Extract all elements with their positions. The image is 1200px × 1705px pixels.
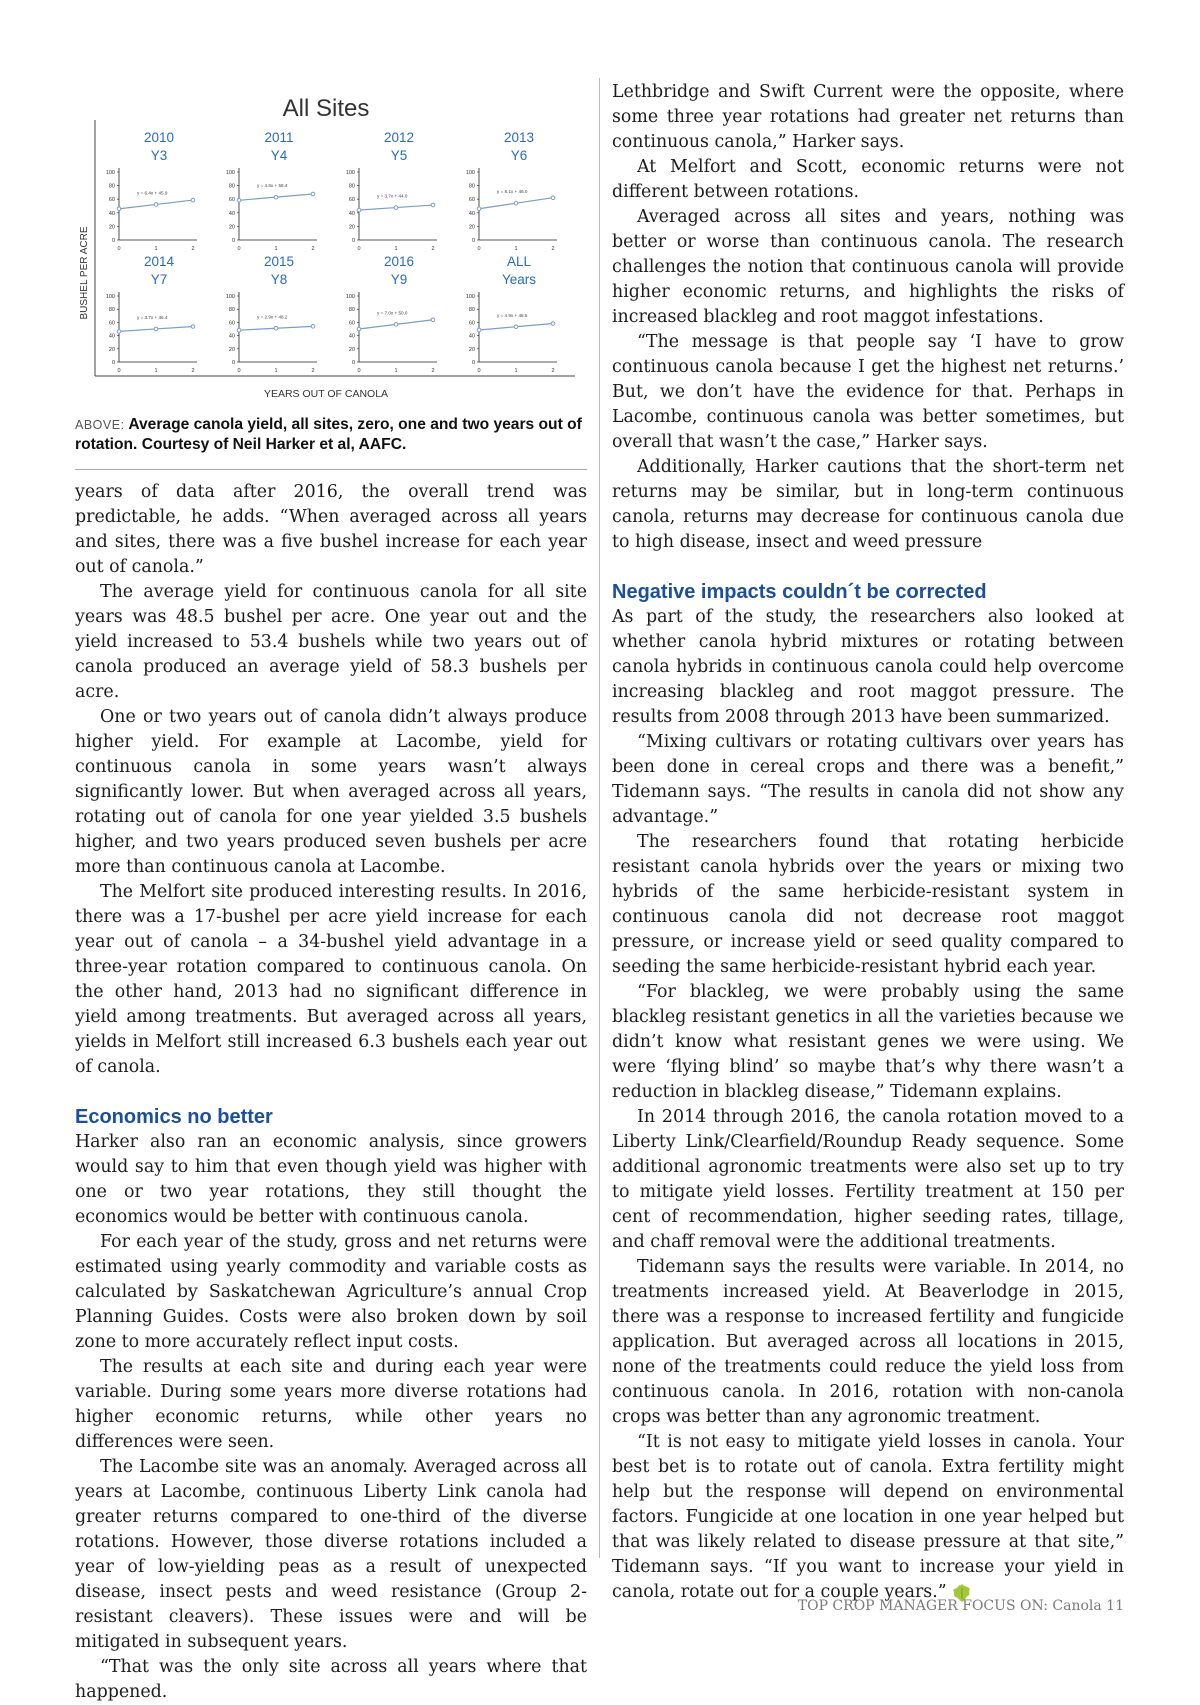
panel-data-point [274, 326, 278, 330]
panel-y-tick-label: 100 [465, 170, 475, 176]
panel-year-label: 2013 [503, 130, 535, 145]
section-heading: Negative impacts couldn´t be corrected [612, 581, 987, 603]
panel-y-tick-label: 100 [225, 170, 235, 176]
panel-y-tick-label: 40 [108, 333, 115, 340]
final-paragraph-text: “It is not easy to mitigate yield losses in canola. Your best bet is to rotate out of canola. Extra fertility might help but the response will depend on environmental factors. Fungicide at one location in one year helped but that was likely related to disease pressure at that site,” Tidemann says. “If you want to increase your yield in canola, rotate out for a couple years.” [612, 1432, 1124, 1602]
panel-x-tick-label: 2 [311, 246, 315, 252]
panel-x-tick-label: 2 [551, 368, 555, 374]
body-paragraph: The average yield for continuous canola for all site years was 48.5 bushel per acre. One year out and the yield increased to 53.4 bushels while two years out of canola produced an average yield of 58.3 bushels per acre. [75, 582, 587, 702]
panel-y-tick-label: 60 [108, 320, 115, 327]
panel-x-tick-label: 2 [431, 368, 435, 374]
panel-y-tick-label: 0 [351, 238, 355, 244]
panel-data-point [191, 198, 195, 202]
panel-y-tick-label: 20 [468, 224, 475, 231]
panel-equation: y = 8.1x + 46.0 [497, 189, 528, 195]
panel-y-tick-label: 80 [108, 183, 115, 190]
panel-data-point [311, 325, 315, 329]
panel-x-tick-label: 2 [551, 246, 555, 252]
panel-period-label: Y7 [150, 272, 168, 287]
panel-y-tick-label: 40 [468, 210, 475, 217]
panel-y-tick-label: 40 [348, 333, 355, 340]
panel-y-tick-label: 20 [108, 346, 115, 353]
body-paragraph: For each year of the study, gross and net returns were estimated using yearly commodity and variable costs as calculated by Saskatchewan Agriculture’s annual Crop Planning Guides. Costs were also broken down by soil zone to more accurately reflect input costs. [75, 1232, 587, 1352]
panel-x-tick-label: 0 [357, 368, 361, 374]
panel-y-tick-label: 0 [231, 238, 235, 244]
column-divider [599, 78, 600, 1558]
panel-x-tick-label: 0 [237, 246, 241, 252]
body-paragraph: The researchers found that rotating herbicide resistant canola hybrids over the years or mixing two hybrids of the same herbicide-resistant system in continuous canola did not decrease root maggot pressure, or increase yield or seed quality compared to seeding the same herbicide-resistant hybrid each year. [612, 832, 1124, 977]
panel-data-point [117, 207, 121, 211]
panel-period-label: Y8 [270, 272, 288, 287]
body-paragraph: Additionally, Harker cautions that the short-term net returns may be similar, but in long-term continuous canola, returns may decrease for continuous canola due to high disease, insect and weed pressure [612, 457, 1124, 552]
section-heading: Economics no better [75, 1106, 273, 1128]
body-paragraph: “That was the only site across all years where that happened. [75, 1657, 587, 1702]
panel-year-label: 2014 [143, 254, 175, 269]
panel-x-tick-label: 0 [237, 368, 241, 374]
page-footer [798, 1598, 1124, 1614]
panel-y-tick-label: 80 [468, 183, 475, 190]
panel-x-tick-label: 2 [431, 246, 435, 252]
panel-x-tick-label: 1 [154, 246, 158, 252]
panel-y-tick-label: 80 [228, 183, 235, 190]
panel-y-tick-label: 20 [108, 224, 115, 231]
panel-equation: y = 3.7x + 46.4 [137, 314, 168, 320]
panel-x-tick-label: 0 [477, 246, 481, 252]
body-paragraph-final [612, 1430, 1124, 1605]
panel-y-tick-label: 40 [348, 210, 355, 217]
body-paragraph: “For blackleg, we were probably using the same blackleg resistant genetics in all the varieties because we didn’t know what resistant genes we were using. We were ‘flying blind’ so maybe that’s why there wasn’t a reduction in blackleg disease,” Tidemann explains. [612, 982, 1124, 1102]
chart-xlabel: YEARS OUT OF CANOLA [263, 388, 389, 400]
panel-y-tick-label: 0 [351, 360, 355, 366]
right-column [612, 80, 1124, 1605]
panel-x-tick-label: 0 [477, 368, 481, 374]
panel-y-tick-label: 0 [471, 238, 475, 244]
panel-x-tick-label: 2 [311, 368, 315, 374]
panel-data-point [431, 318, 435, 322]
body-paragraph: The Melfort site produced interesting results. In 2016, there was a 17-bushel per acre yield increase for each year out of canola – a 34-bushel yield advantage in a three-year rotation compared to continuous canola. On the other hand, 2013 had no significant difference in yield among treatments. But averaged across all years, yields in Melfort still increased 6.3 bushels each year out of canola. [75, 882, 587, 1077]
panel-data-point [154, 327, 158, 331]
panel-data-point [551, 196, 555, 200]
panel-x-tick-label: 1 [514, 246, 518, 252]
body-paragraph: One or two years out of canola didn’t always produce higher yield. For example at Lacombe, yield for continuous canola in some years wasn’t always significantly lower. But when averaged across all years, rotating out of canola for one year yielded 3.5 bushels higher, and two years produced seven bushels per acre more than continuous canola at Lacombe. [75, 707, 587, 877]
left-column [75, 80, 587, 1705]
panel-x-tick-label: 1 [274, 246, 278, 252]
panel-data-point [274, 195, 278, 199]
figure-caption [75, 415, 587, 455]
panel-data-point [477, 207, 481, 211]
panel-y-tick-label: 80 [468, 307, 475, 314]
panel-data-point [514, 325, 518, 329]
panel-y-tick-label: 0 [231, 360, 235, 366]
panel-data-point [237, 198, 241, 202]
panel-y-tick-label: 80 [348, 307, 355, 314]
panel-y-tick-label: 100 [105, 294, 115, 300]
panel-year-label: 2012 [383, 130, 415, 145]
panel-x-tick-label: 1 [154, 368, 158, 374]
panel-equation: y = 6.4x + 45.9 [137, 190, 168, 196]
panel-y-tick-label: 80 [228, 307, 235, 314]
panel-y-tick-label: 40 [468, 333, 475, 340]
chart-ylabel: BUSHEL PER ACRE [79, 226, 90, 320]
panel-data-point [477, 328, 481, 332]
panel-y-tick-label: 100 [345, 170, 355, 176]
chart-title: All Sites [282, 95, 370, 122]
panel-y-tick-label: 60 [108, 197, 115, 204]
panel-y-tick-label: 60 [228, 320, 235, 327]
panel-y-tick-label: 100 [465, 294, 475, 300]
panel-y-tick-label: 60 [348, 320, 355, 327]
caption-label: ABOVE: [75, 418, 125, 432]
panel-x-tick-label: 1 [274, 368, 278, 374]
panel-period-label: Y5 [390, 148, 408, 163]
panel-x-tick-label: 2 [191, 246, 195, 252]
panel-x-tick-label: 1 [394, 368, 398, 374]
panel-y-tick-label: 20 [348, 346, 355, 353]
body-paragraph: years of data after 2016, the overall trend was predictable, he adds. “When averaged across all years and sites, there was a five bushel increase for each year out of canola.” [75, 482, 587, 577]
panel-y-tick-label: 80 [348, 183, 355, 190]
panel-period-label: Y3 [150, 148, 168, 163]
panel-equation: y = 3.7x + 44.0 [377, 193, 408, 199]
panel-y-tick-label: 0 [111, 238, 115, 244]
body-paragraph: The results at each site and during each year were variable. During some years more diverse rotations had higher economic returns, while other years no differences were seen. [75, 1357, 587, 1452]
panel-equation: y = 4.6x + 58.4 [257, 183, 288, 189]
panel-x-tick-label: 0 [357, 246, 361, 252]
body-paragraph: At Melfort and Scott, economic returns were not different between rotations. [612, 157, 1124, 202]
body-paragraph: In 2014 through 2016, the canola rotation moved to a Liberty Link/Clearfield/Roundup Ready sequence. Some additional agronomic treatments were also set up to try to mitigate yield losses. Fertility treatment at 150 per cent of recommendation, higher seeding rates, tillage, and chaff removal were the additional treatments. [612, 1107, 1124, 1252]
body-paragraph: Harker also ran an economic analysis, since growers would say to him that even though yield was higher with one or two year rotations, they still thought the economics would be better with continuous canola. [75, 1132, 587, 1227]
panel-data-point [117, 330, 121, 334]
panel-data-point [191, 325, 195, 329]
panel-y-tick-label: 20 [348, 224, 355, 231]
caption-text: Average canola yield, all sites, zero, one and two years out of rotation. Courtesy of Neil Harker et al, AAFC. [75, 416, 582, 453]
panel-y-tick-label: 20 [228, 346, 235, 353]
panel-y-tick-label: 20 [468, 346, 475, 353]
panel-data-point [514, 201, 518, 205]
panel-year-label: ALL [506, 254, 532, 269]
panel-y-tick-label: 60 [348, 197, 355, 204]
body-paragraph: “The message is that people say ‘I have to grow continuous canola because I get the highest net returns.’ But, we don’t have the evidence for that. Perhaps in Lacombe, continuous canola was better sometimes, but overall that wasn’t the case,” Harker says. [612, 332, 1124, 452]
panel-data-point [357, 327, 361, 331]
body-paragraph: Averaged across all sites and years, nothing was better or worse than continuous canola. The research challenges the notion that continuous canola will provide higher economic returns, and highlights the risks of increased blackleg and root maggot infestations. [612, 207, 1124, 327]
yield-figure [75, 80, 587, 409]
panel-equation: y = 2.9x + 48.2 [257, 314, 288, 320]
panel-y-tick-label: 100 [345, 294, 355, 300]
panel-y-tick-label: 0 [471, 360, 475, 366]
panel-y-tick-label: 80 [108, 307, 115, 314]
panel-year-label: 2011 [264, 130, 294, 145]
page-number: 11 [1106, 1598, 1124, 1614]
yield-chart [75, 80, 587, 409]
panel-y-tick-label: 40 [228, 210, 235, 217]
panel-year-label: 2010 [143, 130, 175, 145]
panel-x-tick-label: 2 [191, 368, 195, 374]
panel-x-tick-label: 0 [117, 246, 121, 252]
panel-x-tick-label: 1 [394, 246, 398, 252]
panel-x-tick-label: 1 [514, 368, 518, 374]
panel-x-tick-label: 0 [117, 368, 121, 374]
panel-data-point [551, 322, 555, 326]
panel-data-point [237, 328, 241, 332]
body-paragraph: As part of the study, the researchers also looked at whether canola hybrid mixtures or rotating between canola hybrids in continuous canola could help overcome increasing blackleg and root maggot pressure. The results from 2008 through 2013 have been summarized. [612, 607, 1124, 727]
panel-period-label: Years [501, 272, 537, 287]
panel-data-point [311, 192, 315, 196]
panel-y-tick-label: 0 [111, 360, 115, 366]
panel-y-tick-label: 40 [228, 333, 235, 340]
panel-period-label: Y4 [270, 148, 288, 163]
panel-year-label: 2015 [263, 254, 295, 269]
caption-rule [75, 469, 587, 470]
panel-y-tick-label: 60 [468, 320, 475, 327]
panel-equation: y = 4.9x + 48.5 [497, 312, 528, 318]
panel-y-tick-label: 60 [228, 197, 235, 204]
panel-year-label: 2016 [383, 254, 415, 269]
body-paragraph: Tidemann says the results were variable. In 2014, no treatments increased yield. At Beaverlodge in 2015, there was a response to increased fertility and fungicide application. But averaged across all locations in 2015, none of the treatments could reduce the yield loss from continuous canola. In 2016, rotation with non-canola crops was better than any agronomic treatment. [612, 1257, 1124, 1427]
panel-period-label: Y6 [510, 148, 528, 163]
panel-data-point [154, 203, 158, 207]
footer-section: Canola [1052, 1598, 1102, 1614]
panel-equation: y = 7.0x + 50.0 [377, 310, 408, 316]
body-paragraph: Lethbridge and Swift Current were the opposite, where some three year rotations had greater net returns than continuous canola,” Harker says. [612, 82, 1124, 152]
panel-data-point [394, 206, 398, 210]
panel-y-tick-label: 60 [468, 197, 475, 204]
panel-data-point [431, 203, 435, 207]
panel-y-tick-label: 20 [228, 224, 235, 231]
panel-y-tick-label: 100 [225, 294, 235, 300]
panel-period-label: Y9 [390, 272, 408, 287]
panel-data-point [357, 208, 361, 212]
body-paragraph: The Lacombe site was an anomaly. Averaged across all years at Lacombe, continuous Liberty Link canola had greater returns compared to one-third of the diverse rotations. However, those diverse rotations included a year of low-yielding peas as a result of unexpected disease, insect pests and weed resistance (Group 2-resistant cleavers). These issues were and will be mitigated in subsequent years. [75, 1457, 587, 1652]
body-paragraph: “Mixing cultivars or rotating cultivars over years has been done in cereal crops and there was a benefit,” Tidemann says. “The results in canola did not show any advantage.” [612, 732, 1124, 827]
panel-y-tick-label: 40 [108, 210, 115, 217]
panel-y-tick-label: 100 [105, 170, 115, 176]
panel-data-point [394, 323, 398, 327]
footer-publication: TOP CROP MANAGER FOCUS ON: [797, 1598, 1048, 1614]
